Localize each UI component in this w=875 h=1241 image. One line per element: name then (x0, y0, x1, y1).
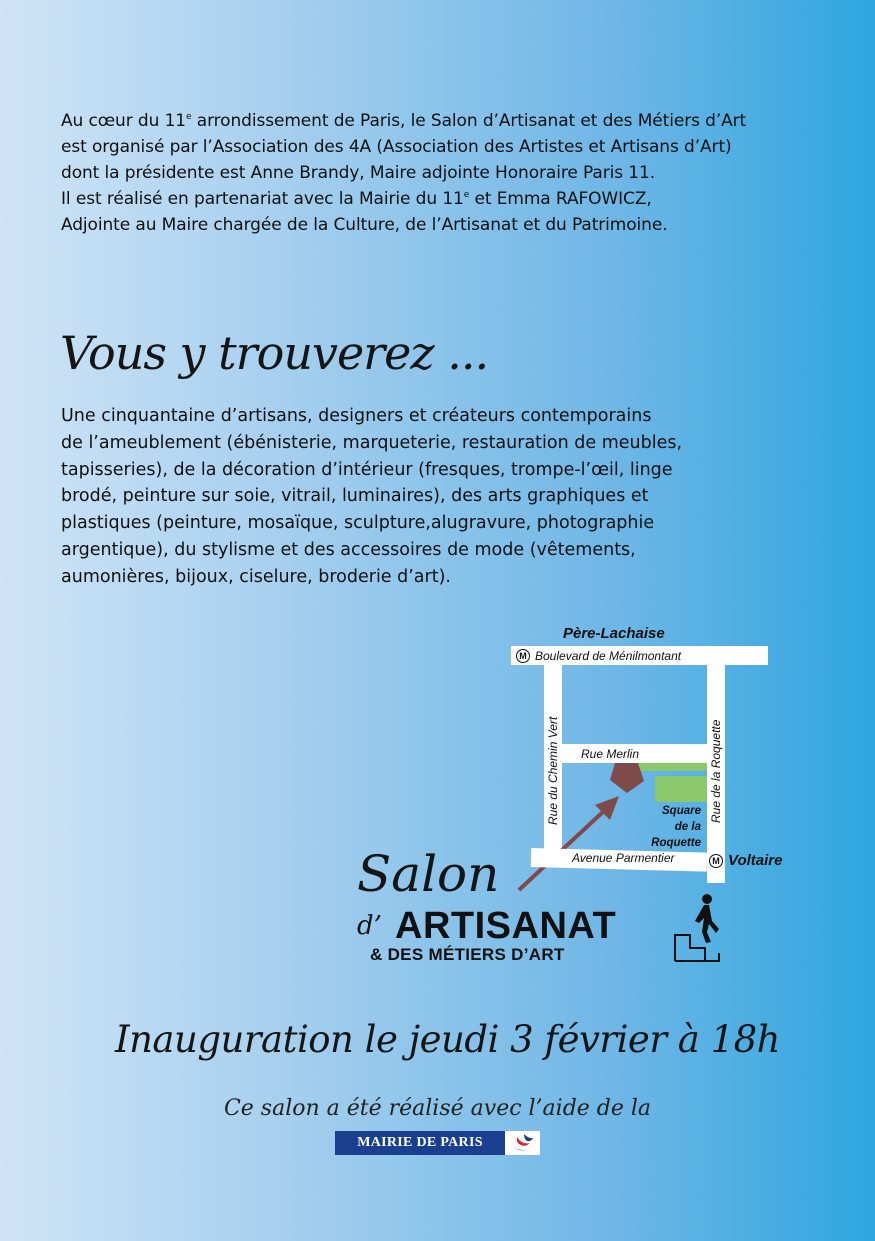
intro-line (61, 186, 851, 212)
description-line: brodé, peinture sur soie, vitrail, luminaires), des arts graphiques et (61, 486, 649, 507)
section-heading: Vous y trouverez ... (60, 326, 489, 380)
intro-text: Au cœur du 11 (61, 111, 187, 131)
description-line: argentique), du stylisme et des accessoires de mode (vêtements, (61, 539, 636, 560)
mairie-emblem-icon (505, 1131, 540, 1155)
square-label-line: de la (674, 821, 701, 833)
metro-icon: M (709, 854, 723, 868)
street-label-parmentier: Avenue Parmentier (572, 851, 675, 865)
venue-marker (610, 763, 644, 793)
metro-icon: M (516, 649, 530, 663)
logo-salon-text: Salon (357, 845, 500, 903)
superscript: e (186, 112, 192, 122)
description-line: aumonières, bijoux, ciselure, broderie d’art). (61, 566, 451, 587)
description-line: tapisseries), de la décoration d’intérieur (fresques, trompe-l’œil, linge (61, 459, 673, 480)
inauguration-text: Inauguration le jeudi 3 février à 18h (114, 1018, 781, 1061)
logo-artisanat-text: ARTISANAT (395, 905, 617, 947)
description-line: plastiques (peinture, mosaïque, sculpture,alugravure, photographie (61, 513, 655, 534)
square-roquette-park (655, 776, 707, 802)
exhibitor-description (61, 403, 761, 591)
mairie-de-paris-logo (335, 1131, 540, 1155)
logo-d-text: d’ (357, 911, 382, 941)
square-label-line: Roquette (651, 837, 701, 849)
intro-line: dont la présidente est Anne Brandy, Maire adjointe Honoraire Paris 11. (61, 163, 656, 183)
mairie-label: MAIRIE DE PARIS (335, 1131, 505, 1155)
street-label-roquette: Rue de la Roquette (709, 719, 723, 823)
street-label-menilmontant: Boulevard de Ménilmontant (535, 649, 682, 663)
description-line: Une cinquantaine d’artisans, designers et créateurs contemporains (61, 406, 652, 426)
intro-text: et Emma RAFOWICZ, (469, 189, 652, 209)
salon-logo (355, 845, 735, 975)
help-text: Ce salon a été réalisé avec l’aide de la (223, 1096, 652, 1121)
intro-text: arrondissement de Paris, le Salon d’Artisanat et des Métiers d’Art (191, 111, 747, 131)
intro-line: Adjointe au Maire chargée de la Culture, de l’Artisanat et du Patrimoine. (61, 215, 668, 235)
square-label-line: Square (662, 805, 701, 817)
logo-metiers-text: & DES MÉTIERS D’ART (370, 945, 565, 964)
description-line: de l’ameublement (ébénisterie, marqueterie, restauration de meubles, (61, 432, 683, 453)
intro-line: est organisé par l’Association des 4A (Association des Artistes et Artisans d’Art) (61, 137, 732, 157)
station-pere-lachaise: Père-Lachaise (563, 625, 665, 642)
street-label-merlin: Rue Merlin (581, 747, 640, 761)
intro-text: Il est réalisé en partenariat avec la Mairie du 11 (61, 189, 464, 209)
person-climbing-stairs-icon (671, 893, 731, 963)
street-label-chemin-vert: Rue du Chemin Vert (546, 716, 560, 825)
square-label (641, 803, 701, 851)
station-voltaire: Voltaire (728, 852, 783, 869)
superscript: e (463, 190, 470, 200)
intro-paragraph (61, 108, 851, 238)
intro-line (61, 108, 851, 134)
